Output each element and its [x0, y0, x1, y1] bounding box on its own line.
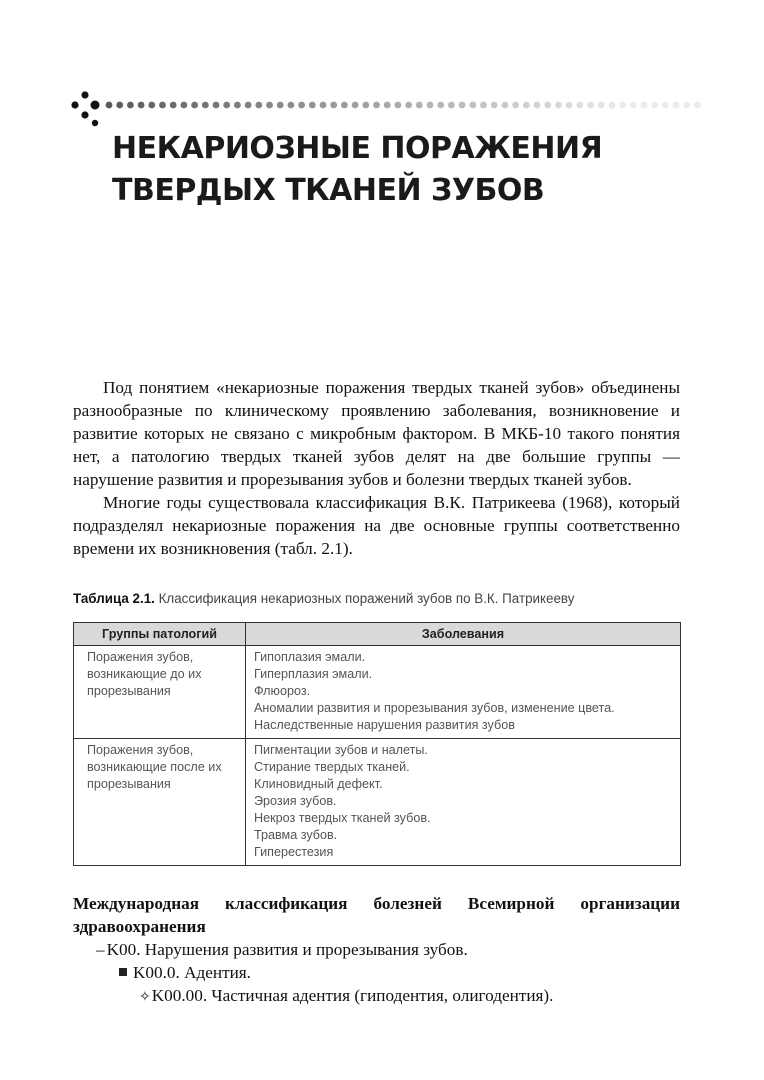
header-cell-groups: Группы патологий: [74, 623, 246, 646]
ornament-dot: [673, 102, 680, 109]
ornament-dot: [245, 102, 252, 109]
ornament-dot: [480, 102, 487, 109]
ornament-dot: [213, 102, 220, 109]
disease-item: Некроз твердых тканей зубов.: [254, 811, 431, 825]
ornament-dot: [416, 102, 423, 109]
ornament-dot: [609, 102, 616, 109]
table-caption-label: Таблица 2.1.: [73, 591, 155, 606]
disease-item: Клиновидный дефект.: [254, 777, 383, 791]
ornament-dot: [373, 102, 380, 109]
ornament-dot: [106, 102, 113, 109]
disease-item: Гипоплазия эмали.: [254, 650, 366, 664]
ornament-dot: [202, 102, 209, 109]
icd-item-level2: [73, 961, 680, 984]
ornament-dot: [651, 102, 658, 109]
ornament-dot: [91, 101, 100, 110]
ornament-dot: [523, 102, 530, 109]
disease-item: Эрозия зубов.: [254, 794, 337, 808]
disease-item: Гиперплазия эмали.: [254, 667, 373, 681]
ornament-dot: [309, 102, 316, 109]
chapter-title-line1: НЕКАРИОЗНЫЕ ПОРАЖЕНИЯ: [112, 131, 603, 166]
ornament-dot: [694, 102, 701, 109]
ornament-dot: [555, 102, 562, 109]
ornament-dot: [341, 102, 348, 109]
ornament-dot: [587, 102, 594, 109]
ornament-dot: [320, 102, 327, 109]
ornament-dot: [362, 102, 369, 109]
table-row: [74, 739, 681, 866]
icd-heading-line2: здравоохранения: [73, 917, 206, 936]
ornament-dot: [469, 102, 476, 109]
ornament-dot: [448, 102, 455, 109]
diseases-cell: [246, 646, 681, 739]
ornament-dot: [288, 102, 295, 109]
ornament-dot: [170, 102, 177, 109]
dash-bullet-icon: –: [96, 940, 105, 959]
ornament-dot: [298, 102, 305, 109]
ornament-dot: [512, 102, 519, 109]
square-bullet-icon: [119, 968, 127, 976]
ornament-dot: [234, 102, 241, 109]
ornament-dot: [619, 102, 626, 109]
ornament-dot: [491, 102, 498, 109]
ornament-dot: [127, 102, 134, 109]
ornament-dot: [459, 102, 466, 109]
icd-item-level3: [73, 984, 680, 1009]
table-header-row: [74, 623, 681, 646]
disease-item: Травма зубов.: [254, 828, 338, 842]
ornament-dot: [266, 102, 273, 109]
ornament-dot: [352, 102, 359, 109]
ornament-dot: [384, 102, 391, 109]
ornament-dot: [277, 102, 284, 109]
disease-item: Пигментации зубов и налеты.: [254, 743, 428, 757]
ornament-dot: [71, 101, 78, 108]
ornament-dot: [641, 102, 648, 109]
ornament-dot: [148, 102, 155, 109]
ornament-dot: [437, 102, 444, 109]
paragraph-2: Многие годы существовала классификация В.К. Патрикеева (1968), который подразделял некариозные поражения на две основные группы соответственно времени их возникновения (табл. 2.1).: [73, 493, 680, 558]
ornament-dot: [598, 102, 605, 109]
ornament-dot: [81, 111, 88, 118]
ornament-dot: [427, 102, 434, 109]
ornament-dot: [566, 102, 573, 109]
icd-section: [73, 892, 680, 1009]
icd-item-text: K00.00. Частичная адентия (гиподентия, олигодентия).: [151, 986, 554, 1005]
ornament-dot: [502, 102, 509, 109]
ornament-dot: [330, 102, 337, 109]
icd-item-text: K00.0. Адентия.: [133, 963, 251, 982]
ornament-dot: [405, 102, 412, 109]
ornament-dot: [116, 102, 123, 109]
ornament-dot: [630, 102, 637, 109]
ornament-dot: [191, 102, 198, 109]
chapter-title-line2: ТВЕРДЫХ ТКАНЕЙ ЗУБОВ: [112, 173, 545, 208]
ornament-dot: [683, 102, 690, 109]
ornament-dot: [223, 102, 230, 109]
body-text: [73, 376, 680, 560]
ornament-dot: [534, 102, 541, 109]
ornament-dot: [159, 102, 166, 109]
disease-item: Стирание твердых тканей.: [254, 760, 410, 774]
group-cell: Поражения зубов, возникающие до их прорезывания: [74, 646, 246, 739]
disease-item: Флюороз.: [254, 684, 311, 698]
ornament-dot: [92, 120, 98, 126]
ornament-dot: [576, 102, 583, 109]
table-caption: [73, 590, 693, 608]
icd-item-level1: [73, 938, 680, 961]
disease-item: Гиперестезия: [254, 845, 334, 859]
disease-item: Наследственные нарушения развития зубов: [254, 718, 515, 732]
diamond-bullet-icon: ✧: [139, 990, 151, 1005]
ornament-dot: [662, 102, 669, 109]
table-caption-text: Классификация некариозных поражений зубов по В.К. Патрикееву: [158, 591, 575, 606]
ornament-dot: [544, 102, 551, 109]
diseases-cell: [246, 739, 681, 866]
ornament-dot: [395, 102, 402, 109]
header-cell-diseases: Заболевания: [246, 623, 681, 646]
ornament-dot: [81, 91, 88, 98]
icd-item-text: K00. Нарушения развития и прорезывания зубов.: [106, 940, 468, 959]
chapter-title: [112, 128, 602, 212]
ornament-dot: [255, 102, 262, 109]
table-row: [74, 646, 681, 739]
ornament-dot: [181, 102, 188, 109]
group-cell: Поражения зубов, возникающие после их прорезывания: [74, 739, 246, 866]
icd-heading-line1: Международная классификация болезней Всемирной организации: [73, 894, 680, 913]
ornament-dot: [138, 102, 145, 109]
icd-heading: [73, 892, 680, 938]
paragraph-1: Под понятием «некариозные поражения твердых тканей зубов» объединены разнообразные по клиническому проявлению заболевания, возникновение и развитие которых не связано с микробным фактором. В МКБ-10 такого понятия нет, а патологию твердых тканей зубов делят на две большие группы — нарушение развития и прорезывания зубов и болезни твердых тканей зубов.: [73, 378, 680, 489]
classification-table: [73, 622, 681, 866]
disease-item: Аномалии развития и прорезывания зубов, изменение цвета.: [254, 701, 615, 715]
